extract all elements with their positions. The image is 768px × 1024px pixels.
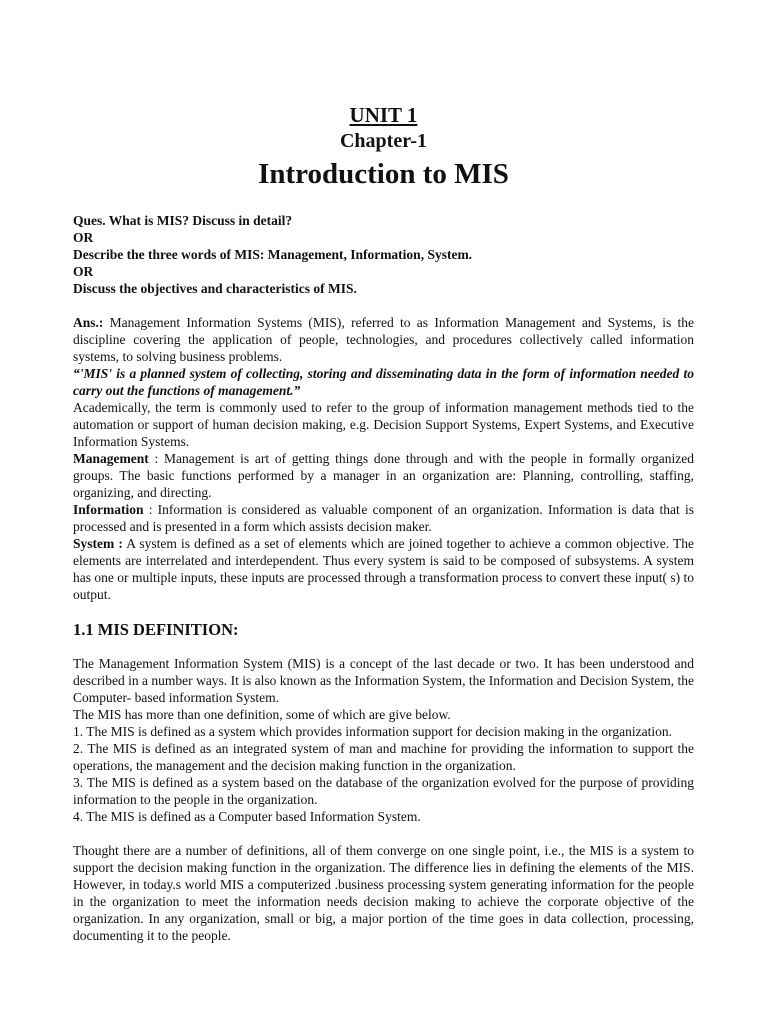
question-line: Describe the three words of MIS: Management, Information, System. <box>73 247 473 262</box>
definition-item: 2. The MIS is defined as an integrated system of man and machine for providing the information to support the operations, the management and the decision making function in the organization. <box>73 741 694 773</box>
term-text: A system is defined as a set of elements which are joined together to achieve a common objective. The elements are interrelated and interdependent. Thus every system is said to be composed of subsystems. A system has one or multiple inputs, these inputs are processed through a transformation process to convert these input( s) to output. <box>73 536 694 602</box>
definition-lead: The MIS has more than one definition, some of which are give below. <box>73 707 451 722</box>
term-label: Management <box>73 451 149 466</box>
question-line: Ques. What is MIS? Discuss in detail? <box>73 213 293 228</box>
document-header <box>73 102 694 194</box>
academic-paragraph: Academically, the term is commonly used to refer to the group of information management methods tied to the automation or support of human decision making, e.g. Decision Support Systems, Expert Systems, and Executive Information Systems. <box>73 400 694 449</box>
section-heading: 1.1 MIS DEFINITION: <box>73 620 239 639</box>
term-information <box>73 501 694 535</box>
term-label: Information <box>73 502 144 517</box>
chapter-heading: Chapter-1 <box>339 130 428 152</box>
closing-paragraph: Thought there are a number of definitions, all of them converge on one single point, i.e., the MIS is a system to support the decision making function in the organization. The difference lies in defining the elements of the MIS. However, in today.s world MIS a computerized .business processing system generating information for the people in the organization to meet the information needs decision making to achieve the corporate objective of the organization. In any organization, small or big, a major portion of the time goes in data collection, processing, documenting it to the people. <box>73 843 694 943</box>
answer-block <box>73 314 694 603</box>
answer-label: Ans.: <box>73 315 104 330</box>
definition-item: 4. The MIS is defined as a Computer based Information System. <box>73 809 421 824</box>
definition-item: 1. The MIS is defined as a system which provides information support for decision making in the organization. <box>73 724 673 739</box>
question-or: OR <box>73 264 94 279</box>
spacer <box>73 297 694 314</box>
term-management <box>73 450 694 501</box>
definition-section <box>73 655 694 944</box>
question-line: Discuss the objectives and characteristics of MIS. <box>73 281 357 296</box>
term-text: : Management is art of getting things done through and with the people in formally organized groups. The basic functions performed by a manager in an organization are: Planning, controlling, staffing, organizing, and directing. <box>73 451 694 500</box>
answer-intro <box>73 314 694 365</box>
answer-intro-text: Management Information Systems (MIS), referred to as Information Management and Systems, is the discipline covering the application of people, technologies, and procedures collectively called information systems, to solving business problems. <box>73 315 694 364</box>
term-label: System : <box>73 536 123 551</box>
page-content <box>73 102 694 944</box>
mis-quote: “'MIS' is a planned system of collecting, storing and disseminating data in the form of information needed to carry out the functions of management.” <box>73 366 694 398</box>
question-block <box>73 212 694 297</box>
unit-heading: UNIT 1 <box>349 103 418 127</box>
term-system <box>73 535 694 603</box>
definition-item: 3. The MIS is defined as a system based on the database of the organization evolved for the purpose of providing information to the people in the organization. <box>73 775 694 807</box>
page-title: Introduction to MIS <box>258 158 509 190</box>
spacer <box>73 825 694 842</box>
term-text: : Information is considered as valuable component of an organization. Information is data that is processed and is presented in a form which assists decision maker. <box>73 502 694 534</box>
definition-intro: The Management Information System (MIS) is a concept of the last decade or two. It has been understood and described in a number ways. It is also known as the Information System, the Information and Decision System, the Computer- based information System. <box>73 656 694 705</box>
question-or: OR <box>73 230 94 245</box>
